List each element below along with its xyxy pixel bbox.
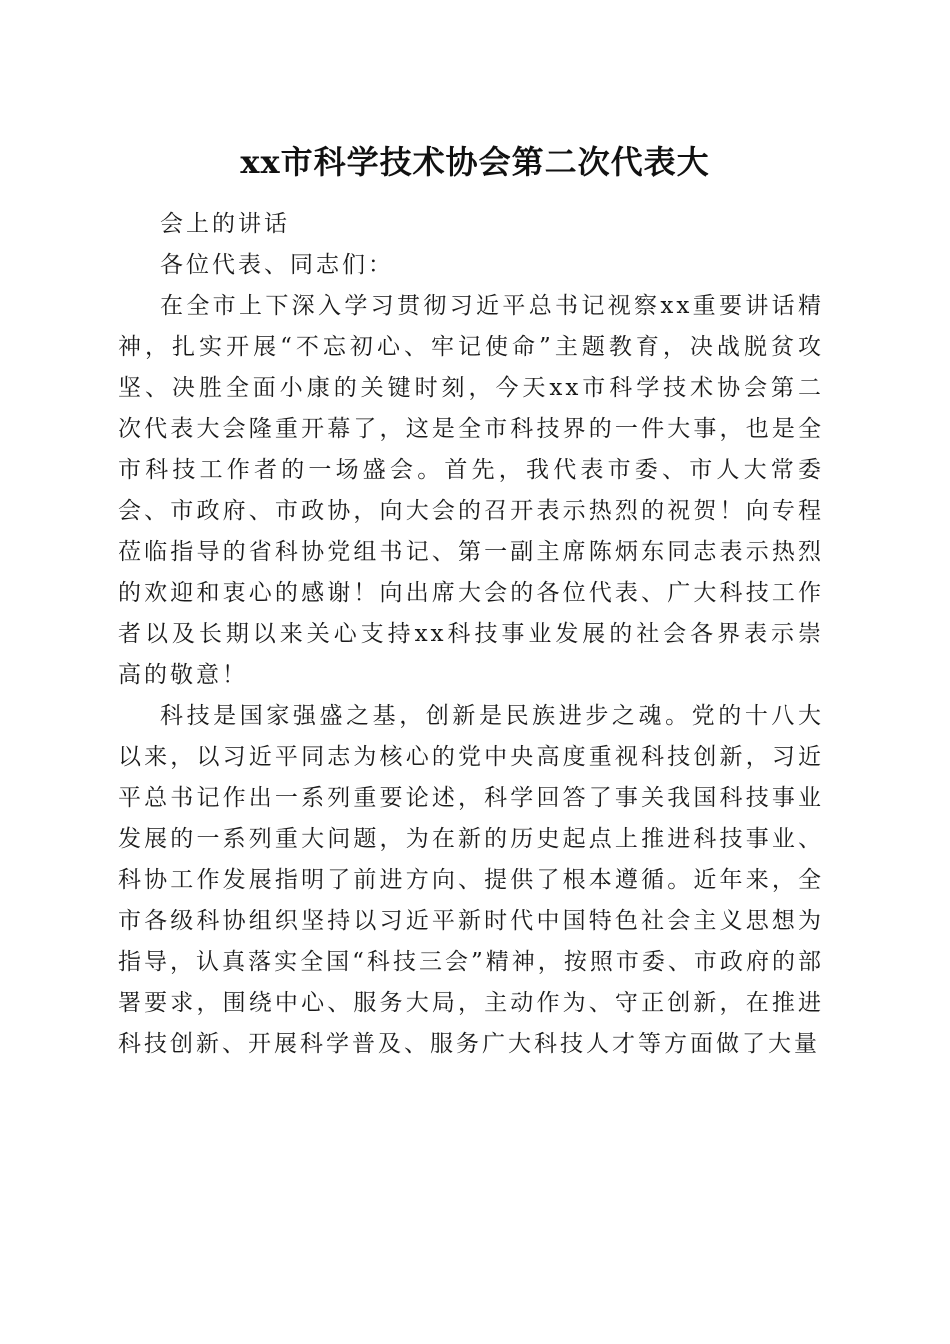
paragraph-opening: 在全市上下深入学习贯彻习近平总书记视察xx重要讲话精神，扎实开展“不忘初心、牢记使命”主题教育，决战脱贫攻坚、决胜全面小康的关键时刻，今天xx市科学技术协会第二次代表大会隆重开幕了，这是全市科技界的一件大事，也是全市科技工作者的一场盛会。首先，我代表市委、市人大常委会、市政府、市政协，向大会的召开表示热烈的祝贺！向专程莅临指导的省科协党组书记、第一副主席陈炳东同志表示热烈的欢迎和衷心的感谢！向出席大会的各位代表、广大科技工作者以及长期以来关心支持xx科技事业发展的社会各界表示崇高的敬意！ — [118, 293, 824, 688]
paragraph-subtitle-continuation: 会上的讲话 — [160, 211, 290, 237]
paragraph-salutation: 各位代表、同志们： — [160, 252, 394, 278]
paragraph-science-innovation: 科技是国家强盛之基，创新是民族进步之魂。党的十八大以来，以习近平同志为核心的党中央高度重视科技创新，习近平总书记作出一系列重要论述，科学回答了事关我国科技事业发展的一系列重大问题，为在新的历史起点上推进科技事业、科协工作发展指明了前进方向、提供了根本遵循。近年来，全市各级科协组织坚持以习近平新时代中国特色社会主义思想为指导，认真落实全国“科技三会”精神，按照市委、市政府的部署要求，围绕中心、服务大局，主动作为、守正创新，在推进科技创新、开展科学普及、服务广大科技人才等方面做了大量 — [118, 703, 824, 1057]
document-title: xx市科学技术协会第二次代表大 — [240, 143, 710, 181]
document-body — [118, 204, 824, 1065]
